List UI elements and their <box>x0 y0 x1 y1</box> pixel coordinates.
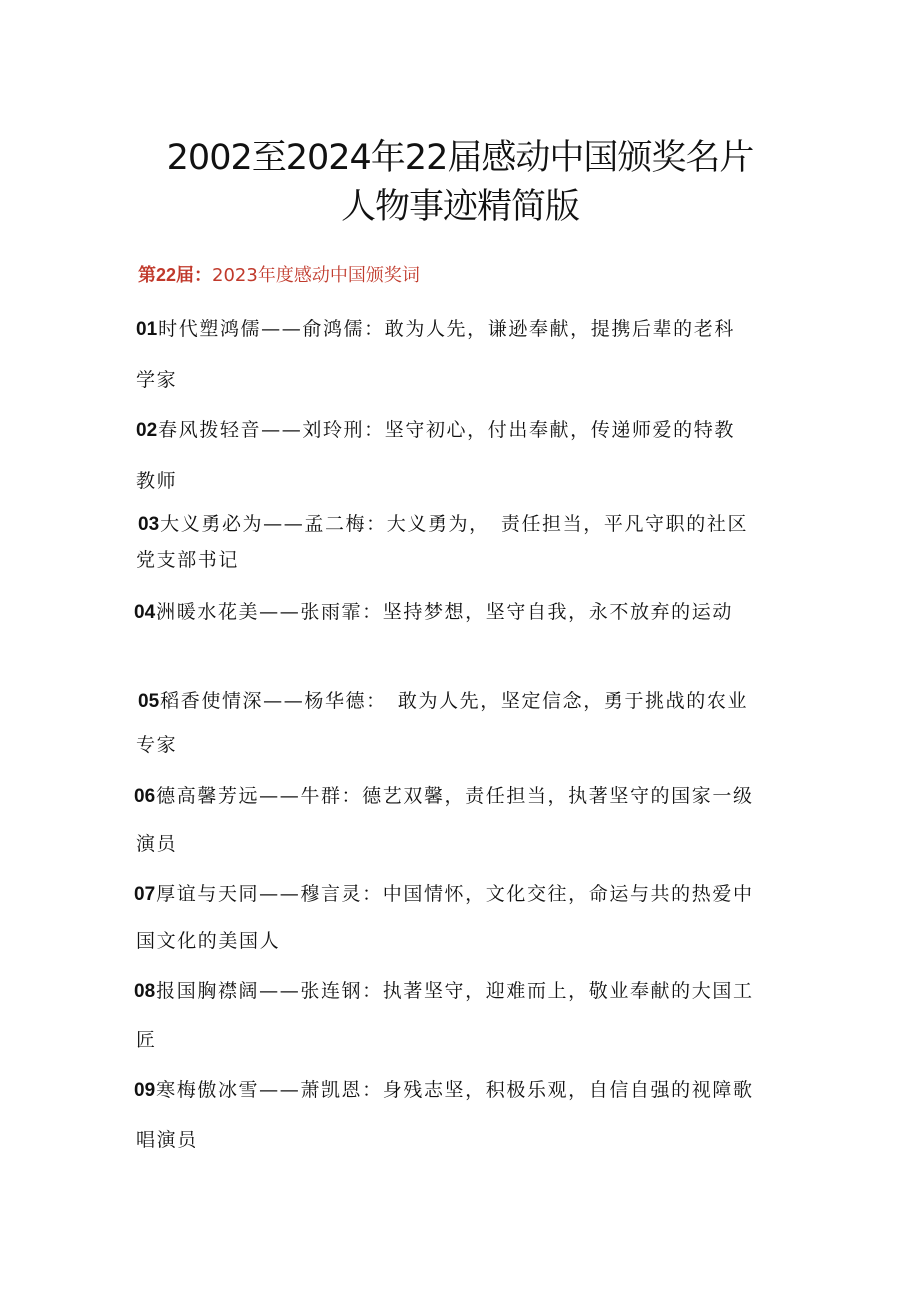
entry-text: 报国胸襟阔——张连钢：执著坚守，迎难而上，敬业奉献的大国工 <box>156 980 754 1002</box>
entry-text: 大义勇必为——孟二梅：大义勇为， 责任担当，平凡守职的社区 <box>160 513 749 535</box>
section-label: 2023年度感动中国颁奖词 <box>212 265 420 286</box>
entry-09 <box>134 1076 754 1105</box>
entry-05 <box>138 687 748 716</box>
section-number: 第22届： <box>138 265 213 285</box>
entry-text: 春风拨轻音——刘玲刑：坚守初心，付出奉献，传递师爱的特教 <box>158 419 735 441</box>
entry-07 <box>134 880 754 909</box>
page-title-line-2: 人物事迹精简版 <box>340 187 579 227</box>
entry-text: 寒梅傲冰雪——萧凯恩：身残志坚，积极乐观，自信自强的视障歌 <box>156 1079 754 1101</box>
entry-08-continuation: 匠 <box>136 1029 157 1051</box>
entry-04 <box>134 598 733 627</box>
entry-06 <box>134 782 754 811</box>
entry-text: 德高馨芳远——牛群：德艺双馨，责任担当，执著坚守的国家一级 <box>156 785 754 807</box>
entry-text: 稻香使情深——杨华德： 敢为人先，坚定信念，勇于挑战的农业 <box>160 690 749 712</box>
entry-02-continuation: 教师 <box>136 470 178 492</box>
entry-01-continuation: 学家 <box>136 369 178 391</box>
entry-number: 08 <box>134 981 156 1002</box>
page-title-line-1: 2002至2024年22届感动中国颁奖名片 <box>166 138 754 178</box>
entry-number: 03 <box>138 514 160 535</box>
entry-number: 07 <box>134 884 156 905</box>
entry-number: 02 <box>136 420 158 441</box>
entry-number: 01 <box>136 319 158 340</box>
entry-06-continuation: 演员 <box>136 833 178 855</box>
entry-number: 09 <box>134 1080 156 1101</box>
entry-number: 05 <box>138 691 160 712</box>
entry-08 <box>134 977 754 1006</box>
entry-text: 厚谊与天同——穆言灵：中国情怀，文化交往，命运与共的热爱中 <box>156 883 754 905</box>
entry-text: 时代塑鸿儒——俞鸿儒：敢为人先，谦逊奉献，提携后辈的老科 <box>158 318 735 340</box>
entry-03 <box>138 510 748 539</box>
entry-09-continuation: 唱演员 <box>136 1129 198 1151</box>
entry-03-continuation: 党支部书记 <box>136 549 240 571</box>
entry-07-continuation: 国文化的美国人 <box>136 930 281 952</box>
entry-02 <box>136 416 735 445</box>
entry-number: 06 <box>134 786 156 807</box>
entry-text: 洲暖水花美——张雨霏：坚持梦想，坚守自我，永不放弃的运动 <box>156 601 733 623</box>
entry-05-continuation: 专家 <box>136 734 178 756</box>
entry-number: 04 <box>134 602 156 623</box>
entry-01 <box>136 315 735 344</box>
section-heading <box>138 262 420 289</box>
